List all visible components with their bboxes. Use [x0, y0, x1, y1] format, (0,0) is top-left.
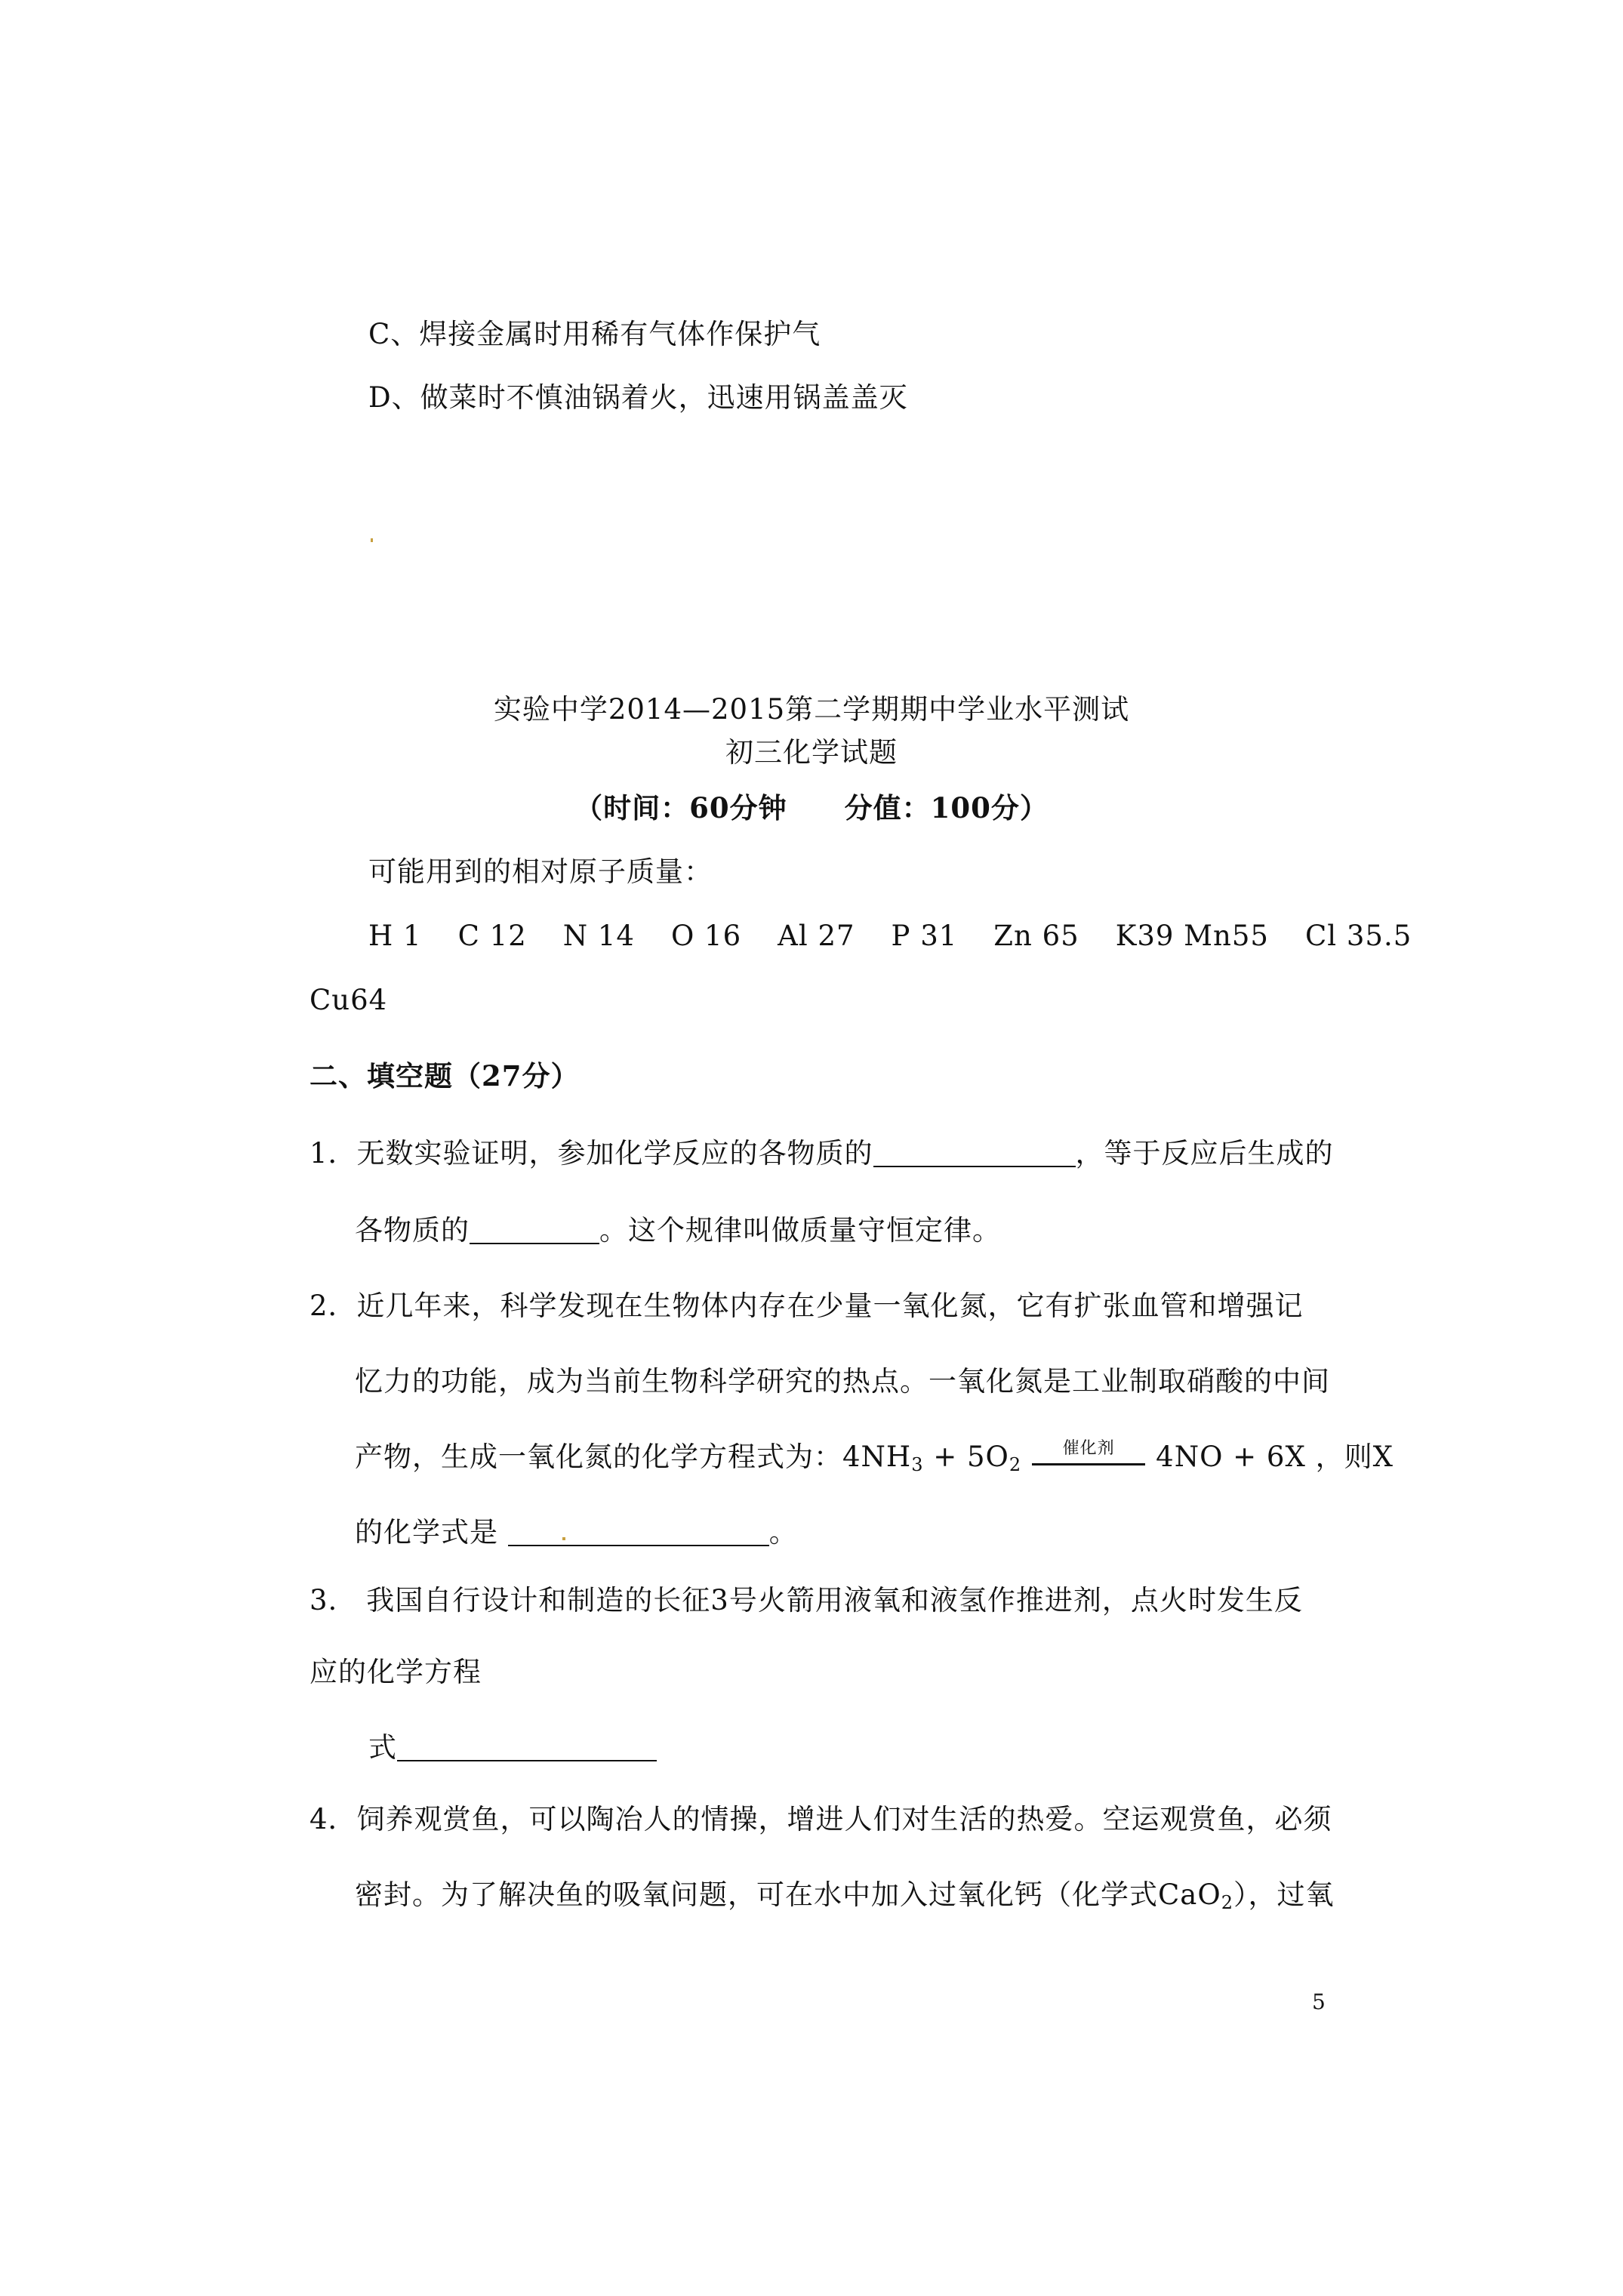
exam-subtitle: 初三化学试题	[725, 736, 898, 769]
page-number: 5	[1312, 1989, 1326, 2014]
section-title: 二、填空题（27分）	[310, 1059, 580, 1093]
atomic-mass-item: Al 27	[778, 920, 855, 952]
question-text: 产物，生成一氧化氮的化学方程式为：4NH	[355, 1441, 912, 1473]
question-4-line-1: 4．饲养观赏鱼，可以陶冶人的情操，增进人们对生活的热爱。空运观赏鱼，必须	[310, 1803, 1332, 1835]
exam-title: 实验中学2014—2015第二学期期中学业水平测试	[493, 693, 1130, 726]
question-text: 4NO + 6X ，则X	[1156, 1441, 1394, 1473]
question-3-line-3	[368, 1729, 657, 1767]
question-3-line-1: 3. 我国自行设计和制造的长征3号火箭用液氧和液氢作推进剂，点火时发生反	[310, 1584, 1303, 1616]
atomic-mass-item: K39 Mn55	[1115, 920, 1269, 952]
question-text: 。	[768, 1516, 798, 1549]
question-text: + 5O	[923, 1441, 1009, 1473]
option-d: D、做菜时不慎油锅着火，迅速用锅盖盖灭	[368, 381, 908, 414]
atomic-mass-wrap: Cu64	[310, 984, 388, 1016]
arrow-line	[1032, 1463, 1145, 1465]
subscript: 2	[1009, 1454, 1022, 1475]
question-text: 。这个规律叫做质量守恒定律。	[599, 1214, 1001, 1247]
atomic-mass-item: Zn 65	[993, 920, 1079, 952]
atomic-mass-item: O 16	[670, 920, 742, 952]
question-4-line-2	[355, 1876, 1334, 1922]
answer-blank[interactable]	[470, 1213, 599, 1244]
atomic-mass-item: Cl 35.5	[1304, 920, 1412, 952]
option-c: C、焊接金属时用稀有气体作保护气	[368, 318, 821, 350]
question-text: ，等于反应后生成的	[1075, 1137, 1334, 1170]
question-text: 密封。为了解决鱼的吸氧问题，可在水中加入过氧化钙（化学式CaO	[355, 1878, 1221, 1911]
question-1-line-2	[355, 1212, 1001, 1250]
question-2-line-2: 忆力的功能，成为当前生物科学研究的热点。一氧化氮是工业制取硝酸的中间	[355, 1365, 1330, 1398]
atomic-mass-item: P 31	[891, 920, 958, 952]
question-3-line-2: 应的化学方程	[310, 1656, 482, 1688]
question-text: 式	[368, 1731, 397, 1764]
answer-blank[interactable]	[873, 1136, 1076, 1167]
answer-blank[interactable]	[397, 1730, 657, 1761]
stray-mark	[371, 538, 373, 542]
atomic-mass-item: N 14	[562, 920, 635, 952]
question-2-line-1: 2．近几年来，科学发现在生物体内存在少量一氧化氮，它有扩张血管和增强记	[310, 1290, 1304, 1322]
catalyst-label: 催化剂	[1062, 1438, 1115, 1458]
time-score: （时间：60分钟 分值：100分）	[574, 791, 1049, 824]
reaction-arrow	[1032, 1438, 1145, 1478]
subscript: 3	[911, 1454, 924, 1475]
atomic-mass-item: H 1	[368, 920, 422, 952]
subscript: 2	[1221, 1892, 1233, 1913]
answer-blank[interactable]	[508, 1515, 769, 1546]
atomic-mass-list	[368, 917, 1412, 955]
atomic-mass-intro: 可能用到的相对原子质量：	[368, 855, 713, 888]
question-1-line-1	[310, 1135, 1334, 1173]
question-text: 的化学式是	[355, 1516, 508, 1549]
question-2-line-3	[355, 1438, 1394, 1484]
question-text: 1．无数实验证明，参加化学反应的各物质的	[310, 1137, 873, 1170]
question-text: 各物质的	[355, 1214, 470, 1247]
atomic-mass-item: C 12	[457, 920, 527, 952]
question-2-line-4	[355, 1514, 798, 1552]
question-text: ），过氧	[1233, 1878, 1335, 1911]
stray-mark	[562, 1537, 565, 1540]
